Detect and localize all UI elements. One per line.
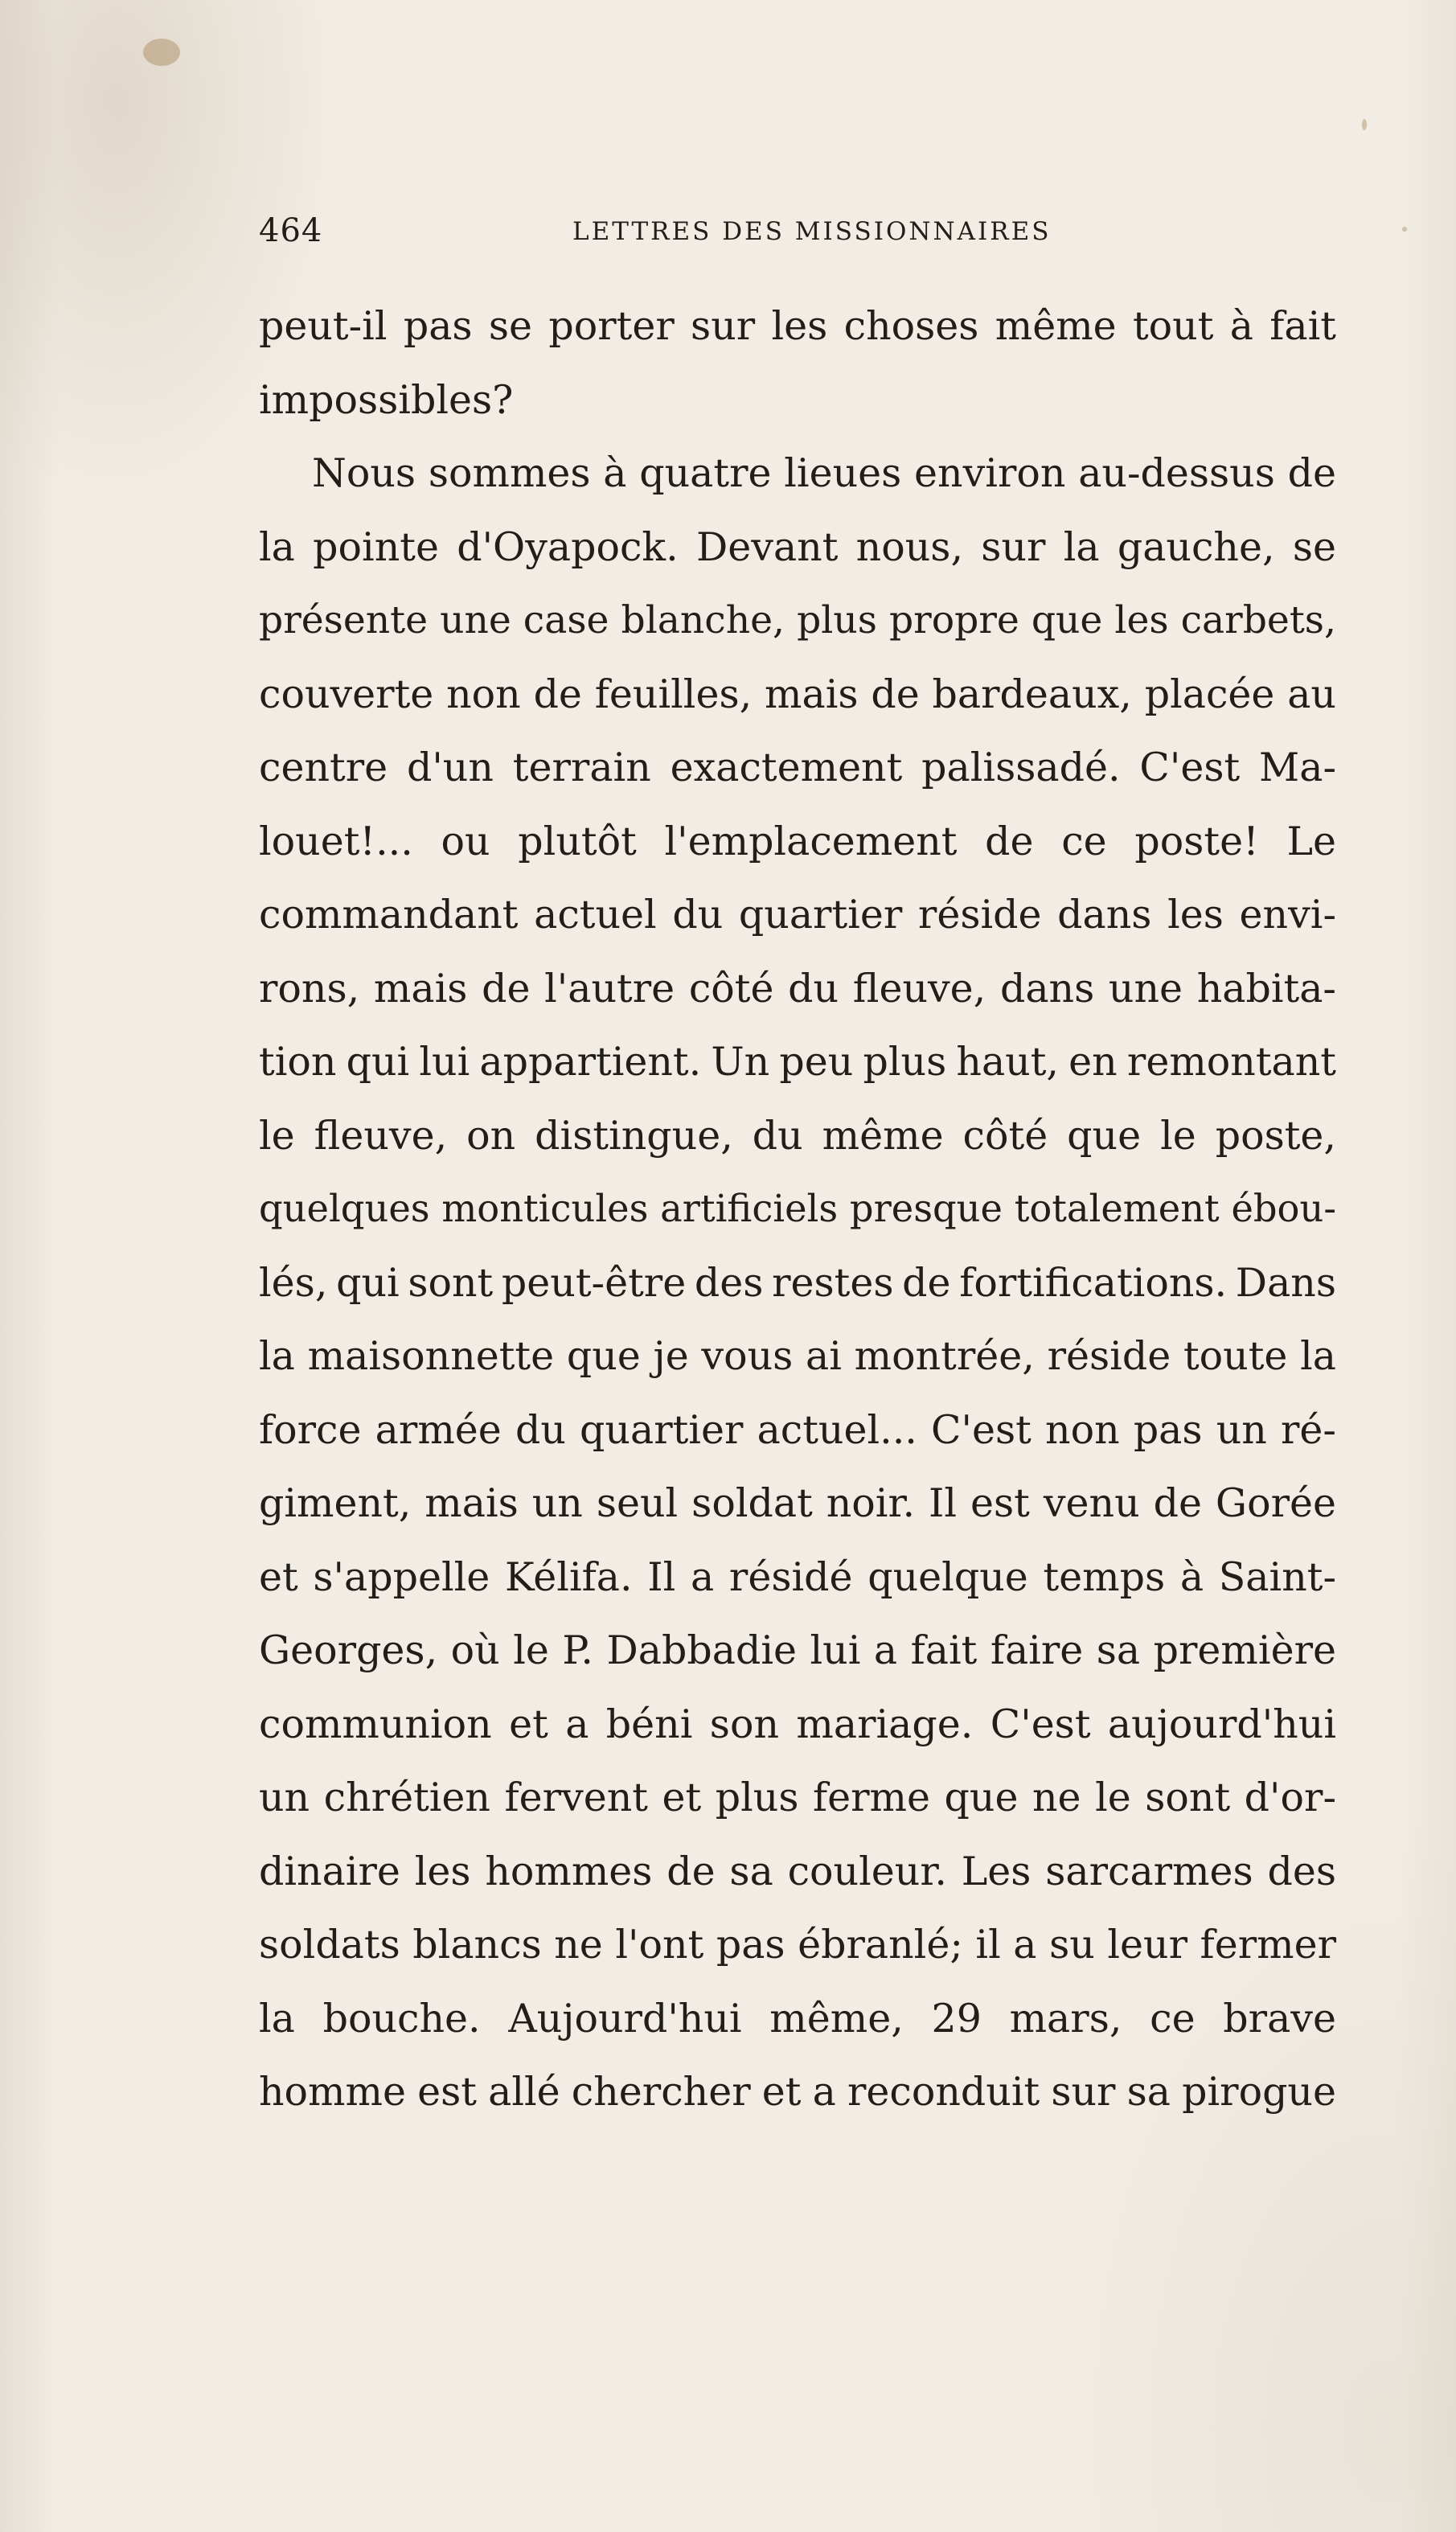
text-line: impossibles?	[259, 376, 514, 423]
text-line: la pointe d'Oyapock. Devant nous, sur la gauche, se	[259, 523, 1336, 570]
text-line: tion qui lui appartient. Un peu plus haut, en remontant	[259, 1039, 1336, 1085]
text-line: homme est allé chercher et a reconduit sur sa pirogue	[259, 2069, 1336, 2115]
text-line: Nous sommes à quatre lieues environ au-dessus de	[312, 450, 1336, 496]
text-line: giment, mais un seul soldat noir. Il est venu de Gorée	[259, 1480, 1336, 1526]
text-line: Georges, où le P. Dabbadie lui a fait faire sa première	[259, 1627, 1336, 1673]
text-line: couverte non de feuilles, mais de bardeaux, placée au	[259, 671, 1336, 717]
paper-stain	[143, 39, 180, 66]
text-line: peut-il pas se porter sur les choses même tout à fait	[259, 303, 1336, 349]
text-line: commandant actuel du quartier réside dans les envi-	[259, 892, 1336, 938]
body-text	[259, 289, 1336, 2129]
text-line: dinaire les hommes de sa couleur. Les sarcarmes des	[259, 1848, 1336, 1894]
text-line: communion et a béni son mariage. C'est aujourd'hui	[259, 1701, 1336, 1747]
text-line: la maisonnette que je vous ai montrée, réside toute la	[259, 1333, 1336, 1379]
text-line: quelques monticules artificiels presque totalement ébou-	[259, 1187, 1336, 1230]
paper-stain	[1402, 227, 1407, 232]
paper-stain	[1362, 119, 1367, 130]
text-line: lés, qui sont peut-être des restes de fortifications. Dans	[259, 1259, 1336, 1306]
text-line: le fleuve, on distingue, du même côté que le poste,	[259, 1112, 1336, 1159]
text-line: la bouche. Aujourd'hui même, 29 mars, ce brave	[259, 1995, 1336, 2042]
text-line: rons, mais de l'autre côté du fleuve, dans une habita-	[259, 965, 1336, 1012]
running-title: LETTRES DES MISSIONNAIRES	[572, 217, 1052, 246]
text-line: un chrétien fervent et plus ferme que ne le sont d'or-	[259, 1775, 1336, 1820]
text-line: louet!... ou plutôt l'emplacement de ce poste! Le	[259, 818, 1336, 864]
text-line: centre d'un terrain exactement palissadé. C'est Ma-	[259, 745, 1336, 790]
text-line: soldats blancs ne l'ont pas ébranlé; il a su leur fermer	[259, 1922, 1336, 1968]
page-number: 464	[259, 212, 323, 249]
page-header	[259, 211, 1336, 251]
text-line: force armée du quartier actuel... C'est non pas un ré-	[259, 1406, 1336, 1453]
text-line: présente une case blanche, plus propre que les carbets,	[259, 598, 1336, 642]
text-line: et s'appelle Kélifa. Il a résidé quelque temps à Saint-	[259, 1553, 1336, 1600]
